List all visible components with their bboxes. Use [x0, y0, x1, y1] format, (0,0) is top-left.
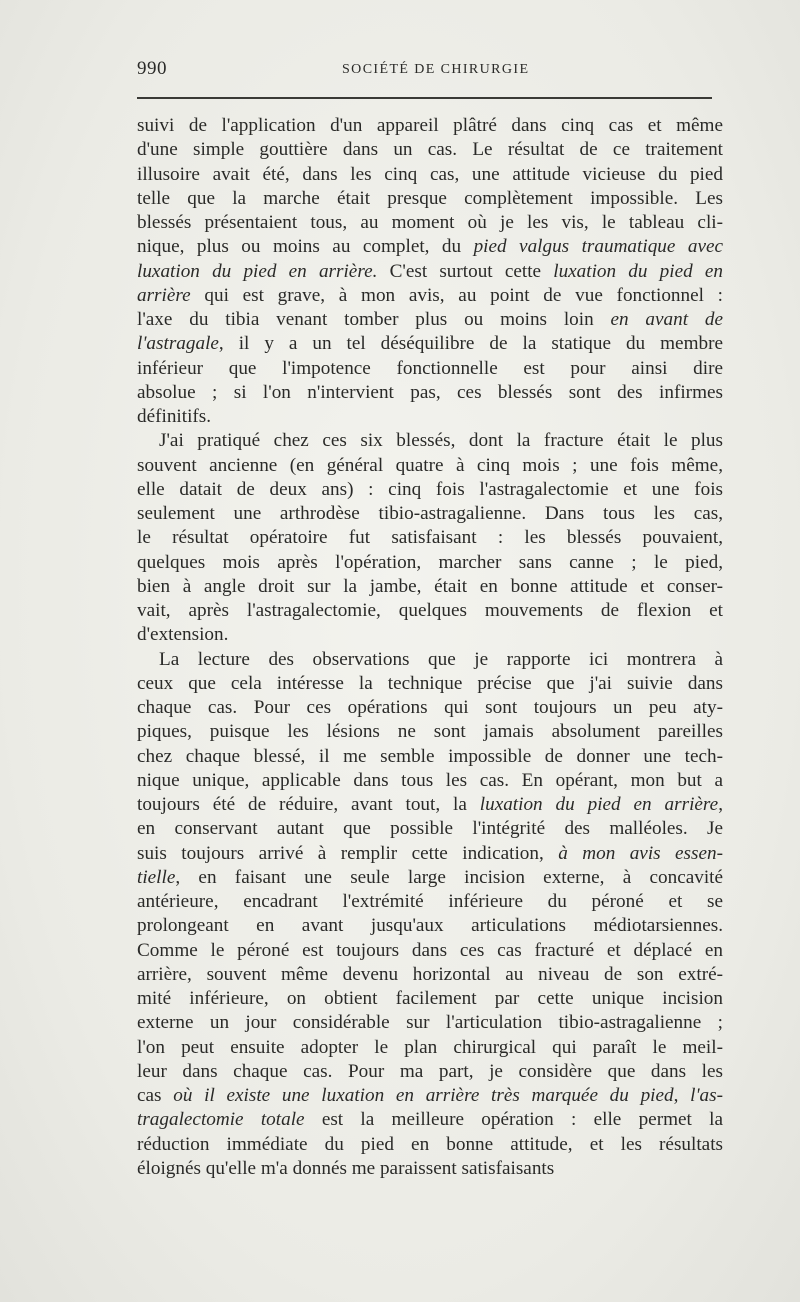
text-line: l'axe du tibia venant tomber plus ou moins loin en avant de [137, 309, 723, 330]
text-line: prolongeant en avant jusqu'aux articulations médiotarsiennes. [137, 915, 723, 937]
text-line: mité inférieure, on obtient facilement par cette unique incision [137, 988, 723, 1009]
text-line: souvent ancienne (en général quatre à cinq mois ; une fois même, [137, 454, 723, 476]
text-line: réduction immédiate du pied en bonne attitude, et les résultats [137, 1133, 723, 1155]
text-line: le résultat opératoire fut satisfaisant : les blessés pouvaient, [137, 527, 723, 549]
text-line: éloignés qu'elle m'a donnés me paraissent satisfaisants [137, 1157, 555, 1179]
text-line: d'extension. [137, 624, 229, 646]
running-title: SOCIÉTÉ DE CHIRURGIE [342, 62, 530, 77]
text-line: tielle, en faisant une seule large incision externe, à concavité [137, 866, 723, 888]
text-line: définitifs. [137, 406, 212, 427]
italic-phrase: en avant de [610, 309, 723, 330]
text-line: nique, plus ou moins au complet, du pied valgus traumatique avec [137, 236, 723, 258]
text-line: chaque cas. Pour ces opérations qui sont toujours un peu aty- [137, 697, 723, 718]
text-line: elle datait de deux ans) : cinq fois l'astragalectomie et une fois [137, 478, 723, 500]
text-line: chez chaque blessé, il me semble impossible de donner une tech- [137, 745, 723, 767]
page-header [137, 58, 712, 86]
text-line: piques, puisque les lésions ne sont jamais absolument pareilles [137, 721, 723, 743]
header-rule [137, 97, 712, 99]
text-line: telle que la marche était presque complètement impossible. Les [137, 187, 723, 209]
text-line: arrière qui est grave, à mon avis, au point de vue fonctionnel : [137, 284, 723, 306]
text-line: externe un jour considérable sur l'articulation tibio-astragalienne ; [137, 1012, 723, 1034]
text-line: vait, après l'astragalectomie, quelques mouvements de flexion et [137, 600, 723, 621]
text-line: inférieur que l'impotence fonctionnelle est pour ainsi dire [137, 357, 723, 379]
text-line: absolue ; si l'on n'intervient pas, ces blessés sont des infirmes [137, 381, 723, 403]
italic-phrase: luxation du pied en arrière. [137, 260, 378, 282]
text-line: luxation du pied en arrière. C'est surtout cette luxation du pied en [137, 260, 724, 282]
text-line: antérieure, encadrant l'extrémité inférieure du péroné et se [137, 891, 723, 912]
text-line: l'on peut ensuite adopter le plan chirurgical qui paraît le meil- [137, 1036, 723, 1058]
text-line: nique unique, applicable dans tous les cas. En opérant, mon but a [137, 769, 723, 791]
body-text [137, 114, 723, 1181]
italic-phrase: l'as- [690, 1085, 724, 1106]
italic-phrase: où il existe une luxation en arrière très marquée du pied [173, 1085, 674, 1106]
text-line: blessés présentaient tous, au moment où je les vis, le tableau cli- [137, 212, 723, 233]
text-line: d'une simple gouttière dans un cas. Le résultat de ce traitement [137, 139, 723, 161]
text-line: ceux que cela intéresse la technique précise que j'ai suivie dans [137, 672, 723, 694]
text-line: J'ai pratiqué chez ces six blessés, dont la fracture était le plus [159, 430, 723, 452]
italic-phrase: à mon avis essen- [558, 842, 723, 864]
text-line: La lecture des observations que je rapporte ici montrera à [159, 648, 723, 670]
italic-phrase: l'astragale [137, 333, 219, 355]
italic-phrase: tragalectomie totale [137, 1109, 305, 1131]
text-line: tragalectomie totale est la meilleure opération : elle permet la [137, 1109, 723, 1131]
text-line: leur dans chaque cas. Pour ma part, je considère que dans les [137, 1060, 723, 1082]
text-line: bien à angle droit sur la jambe, était en bonne attitude et conser- [137, 575, 723, 597]
text-line: cas où il existe une luxation en arrière très marquée du pied, l'as- [137, 1085, 724, 1106]
text-line: arrière, souvent même devenu horizontal au niveau de son extré- [137, 963, 723, 985]
text-line: toujours été de réduire, avant tout, la luxation du pied en arrière, [137, 794, 723, 815]
text-line: l'astragale, il y a un tel déséquilibre de la statique du membre [137, 333, 723, 355]
text-line: Comme le péroné est toujours dans ces cas fracturé et déplacé en [137, 939, 723, 961]
italic-phrase: tielle [137, 866, 176, 888]
text-line: seulement une arthrodèse tibio-astragalienne. Dans tous les cas, [137, 503, 723, 524]
italic-phrase: luxation du pied en arrière [479, 794, 719, 815]
italic-phrase: luxation du pied en [553, 260, 724, 282]
italic-phrase: arrière [137, 284, 191, 306]
italic-phrase: pied valgus traumatique avec [473, 236, 723, 258]
text-line: illusoire avait été, dans les cinq cas, une attitude vicieuse du pied [137, 163, 723, 185]
text-line: suivi de l'application d'un appareil plâtré dans cinq cas et même [137, 115, 723, 136]
text-line: quelques mois après l'opération, marcher sans canne ; le pied, [137, 551, 723, 573]
text-line: suis toujours arrivé à remplir cette indication, à mon avis essen- [137, 842, 723, 864]
text-line: en conservant autant que possible l'intégrité des malléoles. Je [137, 818, 723, 840]
page-number: 990 [137, 58, 167, 79]
